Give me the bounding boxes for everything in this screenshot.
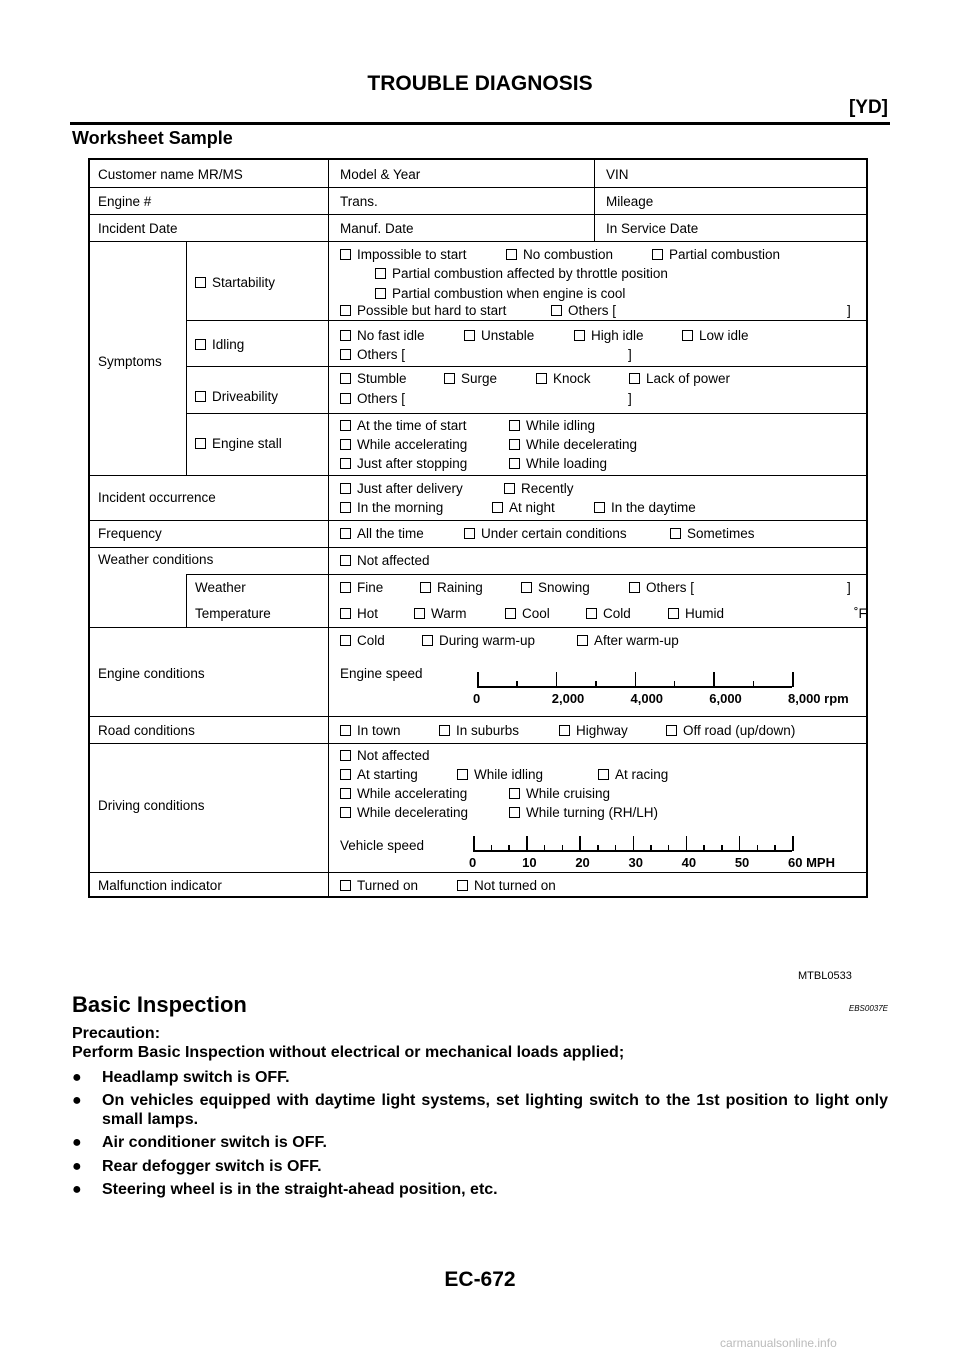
checkbox-icon[interactable] [340,373,351,384]
col-divider [328,241,329,898]
checkbox-icon[interactable] [594,502,605,513]
option-driving-while-accelerating[interactable]: While accelerating [340,786,467,802]
row-divider [90,214,866,215]
option-possible-hard-start[interactable]: Possible but hard to start [340,303,506,319]
incident-occurrence-label: Incident occurrence [98,490,216,505]
startability-option[interactable]: Startability [195,275,275,291]
checkbox-icon[interactable] [682,330,693,341]
bracket-close: ] [847,303,851,318]
option-driving-not-affected[interactable]: Not affected [340,748,430,764]
scale-major-tick [635,672,637,687]
bullet-item: ● On vehicles equipped with daytime light systems, set lighting switch to the 1st position to light only small lamps. [72,1092,888,1128]
col-divider [328,160,329,241]
checkbox-icon[interactable] [340,420,351,431]
checkbox-icon[interactable] [509,439,520,450]
checkbox-icon[interactable] [340,880,351,891]
option-partial-combustion-cool[interactable]: Partial combustion when engine is cool [375,286,625,302]
checkbox-icon[interactable] [666,725,677,736]
bracket-close: ] [628,391,632,406]
scale-minor-tick [757,845,759,851]
option-in-town[interactable]: In town [340,723,401,739]
option-just-after-delivery[interactable]: Just after delivery [340,481,463,497]
option-start-others[interactable]: Others [ [551,303,616,319]
option-cool[interactable]: Cool [505,606,550,622]
malfunction-indicator-label: Malfunction indicator [98,878,222,893]
manuf-date-label: Manuf. Date [340,221,414,236]
scale-tick-label: 0 [473,691,481,706]
model-year-label: Model & Year [340,167,421,182]
checkbox-icon[interactable] [668,608,679,619]
option-at-racing[interactable]: At racing [598,767,668,783]
option-in-suburbs[interactable]: In suburbs [439,723,519,739]
col-divider [594,160,595,241]
checkbox-icon[interactable] [509,807,520,818]
driveability-option[interactable]: Driveability [195,389,278,405]
checkbox-icon[interactable] [509,458,520,469]
checkbox-icon[interactable] [340,439,351,450]
bullet-item: ● Air conditioner switch is OFF. [72,1134,327,1151]
weather-conditions-label: Weather conditions [98,552,214,567]
scale-major-tick [556,672,558,687]
checkbox-icon[interactable] [629,582,640,593]
bullet-item: ● Headlamp switch is OFF. [72,1069,290,1086]
checkbox-icon[interactable] [195,339,206,350]
checkbox-icon[interactable] [340,249,351,260]
checkbox-icon[interactable] [577,635,588,646]
scale-minor-tick [595,681,597,687]
option-during-warm-up[interactable]: During warm-up [422,633,535,649]
trans-label: Trans. [340,194,378,209]
option-engine-cold[interactable]: Cold [340,633,385,649]
engine-number-label: Engine # [98,194,152,209]
checkbox-icon[interactable] [670,528,681,539]
checkbox-icon[interactable] [340,528,351,539]
checkbox-icon[interactable] [340,769,351,780]
bracket-close: ] [628,347,632,362]
checkbox-icon[interactable] [629,373,640,384]
scale-major-tick [713,672,715,687]
scale-minor-tick [544,845,546,851]
checkbox-icon[interactable] [652,249,663,260]
option-fine[interactable]: Fine [340,580,383,596]
engine-conditions-label: Engine conditions [98,666,205,681]
page-header-engine: [YD] [848,97,888,118]
scale-major-tick [477,672,479,687]
scale-minor-tick [774,845,776,851]
option-weather-not-affected[interactable]: Not affected [340,553,430,569]
checkbox-icon[interactable] [559,725,570,736]
scale-tick-label: 40 [681,855,697,870]
temperature-unit: ˚F [854,606,867,621]
scale-tick-label: 4,000 [630,691,664,706]
checkbox-icon[interactable] [521,582,532,593]
scale-tick-label: 60 MPH [788,855,835,870]
scale-tick-label: 50 [734,855,750,870]
row-divider [186,366,866,367]
vin-label: VIN [606,167,629,182]
section-title: Worksheet Sample [72,128,233,148]
precaution-heading: Precaution: [72,1025,161,1042]
checkbox-icon[interactable] [340,305,351,316]
row-divider [186,320,866,321]
checkbox-icon[interactable] [551,305,562,316]
page-header-title: TROUBLE DIAGNOSIS [367,72,593,95]
option-just-after-stopping[interactable]: Just after stopping [340,456,467,472]
option-idle-others[interactable]: Others [ [340,347,405,363]
checkbox-icon[interactable] [340,555,351,566]
option-in-the-morning[interactable]: In the morning [340,500,443,516]
basic-inspection-title: Basic Inspection [72,992,247,1017]
option-at-starting[interactable]: At starting [340,767,418,783]
scale-tick-label: 0 [469,855,477,870]
figure-code: MTBL0533 [798,970,852,982]
checkbox-icon[interactable] [340,608,351,619]
scale-tick-label: 10 [522,855,537,870]
option-highway[interactable]: Highway [559,723,628,739]
option-at-time-of-start[interactable]: At the time of start [340,418,467,434]
checkbox-icon[interactable] [340,750,351,761]
checkbox-icon[interactable] [492,502,503,513]
scale-minor-tick [721,845,723,851]
basic-inspection-code: EBS0037E [848,1004,888,1013]
scale-tick-label: 8,000 rpm [788,691,849,706]
symptoms-label: Symptoms [98,354,162,369]
option-low-idle[interactable]: Low idle [682,328,749,344]
row-divider [90,547,866,548]
option-unstable[interactable]: Unstable [464,328,534,344]
scale-minor-tick [491,845,493,851]
checkbox-icon[interactable] [420,582,431,593]
option-no-combustion[interactable]: No combustion [506,247,613,263]
option-stall-while-decelerating[interactable]: While decelerating [509,437,637,453]
option-hot[interactable]: Hot [340,606,378,622]
scale-minor-tick [615,845,617,851]
checkbox-icon[interactable] [340,635,351,646]
frequency-label: Frequency [98,526,162,541]
vehicle-speed-label: Vehicle speed [340,838,425,853]
temperature-label: Temperature [195,606,271,621]
checkbox-icon[interactable] [375,288,386,299]
scale-major-tick [579,836,581,851]
checkbox-icon[interactable] [598,769,609,780]
scale-tick-label: 20 [575,855,590,870]
bullet-item: ● Steering wheel is in the straight-ahead position, etc. [72,1181,498,1198]
option-at-night[interactable]: At night [492,500,555,516]
checkbox-icon[interactable] [464,330,475,341]
engine-speed-label: Engine speed [340,666,423,681]
option-in-the-daytime[interactable]: In the daytime [594,500,696,516]
row-divider [90,716,866,717]
row-divider [186,413,866,414]
option-impossible-to-start[interactable]: Impossible to start [340,247,467,263]
scale-major-tick [686,836,688,851]
option-snowing[interactable]: Snowing [521,580,590,596]
row-divider [90,872,866,873]
checkbox-icon[interactable] [340,349,351,360]
option-under-certain-conditions[interactable]: Under certain conditions [464,526,627,542]
option-while-loading[interactable]: While loading [509,456,607,472]
option-after-warm-up[interactable]: After warm-up [577,633,679,649]
checkbox-icon[interactable] [464,528,475,539]
option-weather-others[interactable]: Others [ [629,580,694,596]
scale-minor-tick [508,845,510,851]
mileage-label: Mileage [606,194,654,209]
checkbox-icon[interactable] [586,608,597,619]
scale-major-tick [792,672,794,687]
scale-major-tick [633,836,635,851]
option-lack-of-power[interactable]: Lack of power [629,371,730,387]
option-surge[interactable]: Surge [444,371,497,387]
road-conditions-label: Road conditions [98,723,195,738]
option-recently[interactable]: Recently [504,481,574,497]
option-partial-combustion-throttle[interactable]: Partial combustion affected by throttle position [375,266,668,282]
option-while-cruising[interactable]: While cruising [509,786,610,802]
page-number: EC-672 [444,1268,516,1291]
header-divider [70,122,890,125]
checkbox-icon[interactable] [422,635,433,646]
row-divider [90,743,866,744]
engine-stall-option[interactable]: Engine stall [195,436,282,452]
checkbox-icon[interactable] [340,483,351,494]
option-stumble[interactable]: Stumble [340,371,407,387]
worksheet-table [88,158,868,898]
option-high-idle[interactable]: High idle [574,328,644,344]
row-divider [90,520,866,521]
scale-minor-tick [562,845,564,851]
scale-minor-tick [668,845,670,851]
scale-minor-tick [703,845,705,851]
option-stall-while-accelerating[interactable]: While accelerating [340,437,467,453]
scale-minor-tick [674,681,676,687]
in-service-date-label: In Service Date [606,221,699,236]
checkbox-icon[interactable] [340,725,351,736]
checkbox-icon[interactable] [340,502,351,513]
option-cold[interactable]: Cold [586,606,631,622]
checkbox-icon[interactable] [340,788,351,799]
scale-major-tick [526,836,528,851]
watermark: carmanualsonline.info [720,1336,837,1350]
incident-date-label: Incident Date [98,221,178,236]
option-driving-while-idling[interactable]: While idling [457,767,543,783]
option-knock[interactable]: Knock [536,371,591,387]
scale-tick-label: 30 [628,855,643,870]
customer-name-label: Customer name MR/MS [98,167,243,182]
bracket-close: ] [847,580,851,595]
checkbox-icon[interactable] [504,483,515,494]
option-stall-while-idling[interactable]: While idling [509,418,595,434]
scale-minor-tick [516,681,518,687]
checkbox-icon[interactable] [439,725,450,736]
checkbox-icon[interactable] [195,438,206,449]
scale-major-tick [792,836,794,851]
checkbox-icon[interactable] [457,769,468,780]
bullet-item: ● Rear defogger switch is OFF. [72,1158,322,1175]
option-all-the-time[interactable]: All the time [340,526,424,542]
option-drive-others[interactable]: Others [ [340,391,405,407]
idling-option[interactable]: Idling [195,337,244,353]
option-driving-while-decelerating[interactable]: While decelerating [340,805,468,821]
row-divider [90,241,866,242]
checkbox-icon[interactable] [375,268,386,279]
checkbox-icon[interactable] [340,330,351,341]
col-divider [186,241,187,475]
weather-label: Weather [195,580,246,595]
row-divider [90,627,866,628]
checkbox-icon[interactable] [574,330,585,341]
option-warm[interactable]: Warm [414,606,467,622]
checkbox-icon[interactable] [340,807,351,818]
scale-tick-label: 2,000 [551,691,585,706]
option-no-fast-idle[interactable]: No fast idle [340,328,425,344]
checkbox-icon[interactable] [444,373,455,384]
precaution-intro: Perform Basic Inspection without electrical or mechanical loads applied; [72,1044,625,1061]
checkbox-icon[interactable] [506,249,517,260]
checkbox-icon[interactable] [505,608,516,619]
checkbox-icon[interactable] [457,880,468,891]
checkbox-icon[interactable] [509,420,520,431]
checkbox-icon[interactable] [414,608,425,619]
row-divider [90,187,866,188]
row-divider [90,475,866,476]
option-off-road[interactable]: Off road (up/down) [666,723,795,739]
scale-minor-tick [597,845,599,851]
option-turned-on[interactable]: Turned on [340,878,418,894]
scale-major-tick [739,836,741,851]
col-divider [186,574,187,627]
option-sometimes[interactable]: Sometimes [670,526,755,542]
scale-minor-tick [753,681,755,687]
row-divider [186,574,866,575]
driving-conditions-label: Driving conditions [98,798,205,813]
checkbox-icon[interactable] [509,788,520,799]
option-partial-combustion[interactable]: Partial combustion [652,247,780,263]
checkbox-icon[interactable] [536,373,547,384]
checkbox-icon[interactable] [340,393,351,404]
checkbox-icon[interactable] [195,277,206,288]
scale-tick-label: 6,000 [709,691,742,706]
checkbox-icon[interactable] [195,391,206,402]
option-not-turned-on[interactable]: Not turned on [457,878,556,894]
option-humid[interactable]: Humid [668,606,724,622]
checkbox-icon[interactable] [340,458,351,469]
option-raining[interactable]: Raining [420,580,483,596]
scale-minor-tick [650,845,652,851]
scale-major-tick [473,836,475,851]
checkbox-icon[interactable] [340,582,351,593]
option-while-turning[interactable]: While turning (RH/LH) [509,805,658,821]
